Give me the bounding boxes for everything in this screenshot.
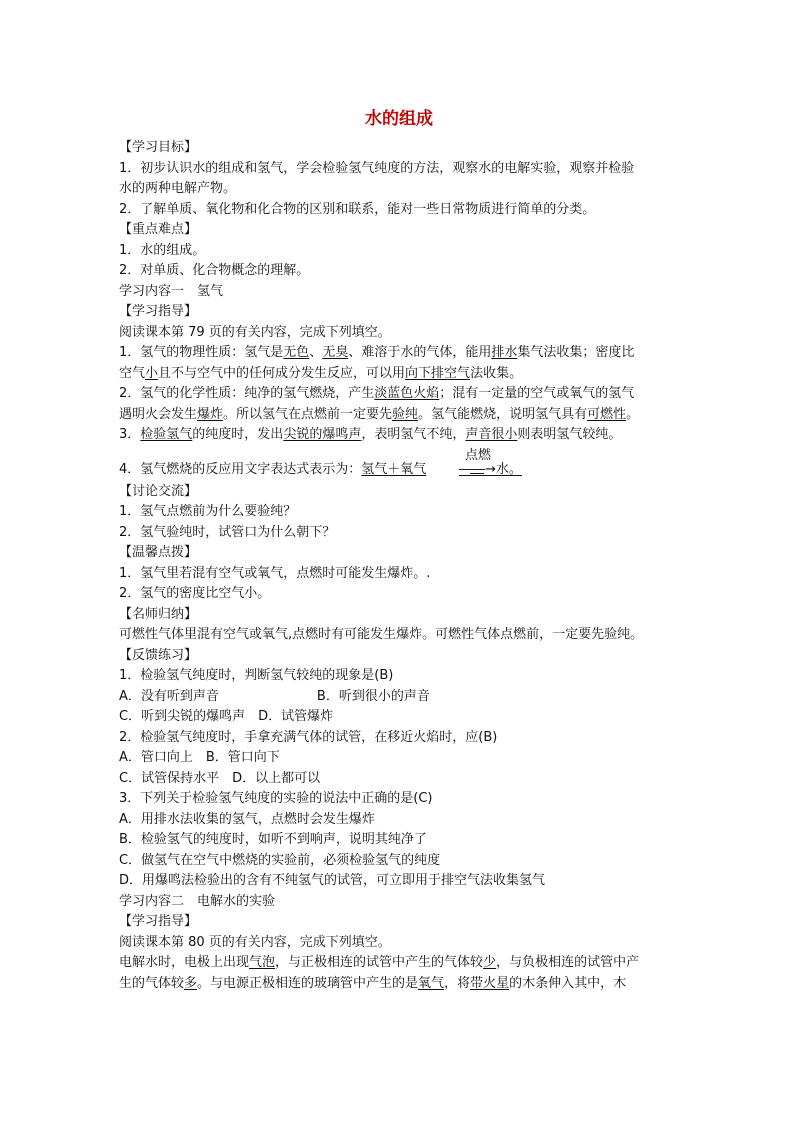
option-b: B．听到很小的声音 [316,688,430,704]
option-a: A．没有听到声音 [119,688,219,704]
question-3-option-c: C．做氢气在空气中燃烧的实验前，必须检验氢气的纯度 [119,852,441,868]
text: 集气法收集；密度比 [517,345,635,360]
goal-1-line-1: 1．初步认识水的组成和氢气，学会检验氢气纯度的方法，观察水的电解实验，观察并检验 [119,160,635,176]
question-3-option-d: D．用爆鸣法检验出的含有不纯氢气的试管，可立即用于排空气法收集氢气 [119,873,546,888]
text: 的纯度时，发出 [192,427,284,442]
answer-blank: 无臭 [322,345,349,360]
heading-learning-goals: 【学习目标】 [119,140,198,155]
key-point-1: 1．水的组成。 [119,242,206,258]
key-point-2: 2．对单质、化合物概念的理解。 [119,263,310,278]
text: ，与正极相连的试管中产生的气体较 [275,955,484,970]
heading-study-guide-2: 【学习指导】 [119,914,198,929]
text: 。 [626,406,640,422]
fill-physical-properties-line-1 [119,343,679,364]
text: 法收集。 [470,365,523,381]
answer-blank: 爆炸 [197,406,224,422]
question-2-options-cd: C．试管保持水平 D．以上都可以 [119,770,321,786]
heading-tips: 【温馨点拨】 [119,545,198,560]
answer-blank: 可燃性 [587,406,627,422]
text: 遇明火会发生 [119,406,198,422]
reading-instruction-2: 阅读课本第 80 页的有关内容，完成下列填空。 [119,934,391,950]
goal-1-line-2: 水的两种电解产物。 [119,181,237,196]
equation-prefix: 4．氢气燃烧的反应用文字表达式表示为： [119,461,362,477]
question-1: 1．检验氢气纯度时，判断氢气较纯的现象是(B) [119,668,394,683]
section-1-title: 学习内容一 氢气 [119,283,224,299]
text: 1．氢气的物理性质：氢气是 [119,345,284,360]
text: ，与负极相连的试管中产 [496,955,640,970]
text: ；混有一定量的空气或氧气的氢气 [439,386,635,401]
question-2: 2．检验氢气纯度时，手拿充满气体的试管，在移近火焰时，应(B) [119,729,498,745]
answer-blank: 向下排空气 [405,365,471,381]
heading-key-points: 【重点难点】 [119,222,198,237]
question-3: 3．下列关于检验氢气纯度的实验的说法中正确的是(C) [119,791,433,806]
text: 2．氢气的化学性质：纯净的氢气燃烧，产生 [119,386,375,401]
fill-chemical-properties-line-1 [119,384,679,405]
fill-physical-properties-line-2 [119,364,679,385]
word-equation-line [119,446,679,476]
text: 。氢气能燃烧，说明氢气具有 [418,406,588,422]
answer-blank: 气泡 [249,955,276,970]
document-page [119,104,679,994]
fill-purity-test [119,425,679,446]
answer-blank: 验纯 [392,406,419,422]
answer-blank: 多 [184,975,198,991]
text: 、 [309,345,323,360]
page-title: 水的组成 [365,109,433,129]
text: 且不与空气中的任何成分发生反应，可以用 [158,365,406,381]
text: 3． [119,427,141,442]
answer-blank: 声音很小 [465,427,518,442]
summary-text: 可燃性气体里混有空气或氧气,点燃时有可能发生爆炸。可燃性气体点燃前，一定要先验纯。 [119,627,644,642]
heading-study-guide: 【学习指导】 [119,304,198,319]
heading-summary: 【名师归纳】 [119,606,198,622]
discussion-2: 2．氢气验纯时，试管口为什么朝下？ [119,524,336,540]
text: 的木条伸入其中，木 [509,975,627,991]
text: 电解水时，电极上出现 [119,955,250,970]
text: 。与电源正极相连的玻璃管中产生的是 [197,975,419,991]
reaction-condition: 点燃 [465,447,492,463]
equation-product: 水。 [495,461,522,477]
text: 、难溶于水的气体，能用 [348,345,492,360]
heading-discussion: 【讨论交流】 [119,483,198,499]
text: ，将 [444,975,471,991]
text: 生的气体较 [119,975,185,991]
text: 。所以氢气在点燃前一定要先 [223,406,393,422]
section-2-title: 学习内容二 电解水的实验 [119,893,276,909]
answer-blank: 带火星 [470,975,510,991]
tip-2: 2．氢气的密度比空气小。 [119,586,271,601]
answer-blank: 无色 [283,345,310,360]
fill-electrolysis-line-1 [119,953,679,974]
reading-instruction: 阅读课本第 79 页的有关内容，完成下列填空。 [119,324,391,340]
tip-1: 1．氢气里若混有空气或氧气，点燃时可能发生爆炸。. [119,565,431,581]
fill-electrolysis-line-2 [119,974,679,995]
text: 空气 [119,365,146,381]
answer-blank: 排水 [491,345,518,360]
equation-reactants: 氢气＋氧气 [361,461,427,477]
question-1-options-ab [119,687,679,708]
answer-blank: 淡蓝色火焰 [374,386,440,401]
text: ，表明氢气不纯， [361,427,466,442]
question-3-option-b: B．检验氢气的纯度时，如听不到响声，说明其纯净了 [119,832,427,847]
answer-blank: 少 [483,955,497,970]
fill-chemical-properties-line-2 [119,405,679,426]
answer-blank: 检验氢气 [140,427,193,442]
reaction-arrow: ――→水。 [459,461,522,477]
goal-2: 2．了解单质、氧化物和化合物的区别和联系，能对一些日常物质进行简单的分类。 [119,201,596,217]
answer-blank: 氧气 [418,975,445,991]
question-3-option-a: A．用排水法收集的氢气，点燃时会发生爆炸 [119,811,375,827]
discussion-1: 1．氢气点燃前为什么要验纯？ [119,504,297,519]
heading-practice: 【反馈练习】 [119,647,198,663]
question-2-options-ab: A．管口向上 B．管口向下 [119,750,280,765]
condition-underline [470,473,484,474]
answer-blank: 小 [145,365,159,381]
answer-blank: 尖锐的爆鸣声 [283,427,362,442]
question-1-options-cd: C．听到尖锐的爆鸣声 D．试管爆炸 [119,709,334,724]
text: 则表明氢气较纯。 [517,427,622,442]
